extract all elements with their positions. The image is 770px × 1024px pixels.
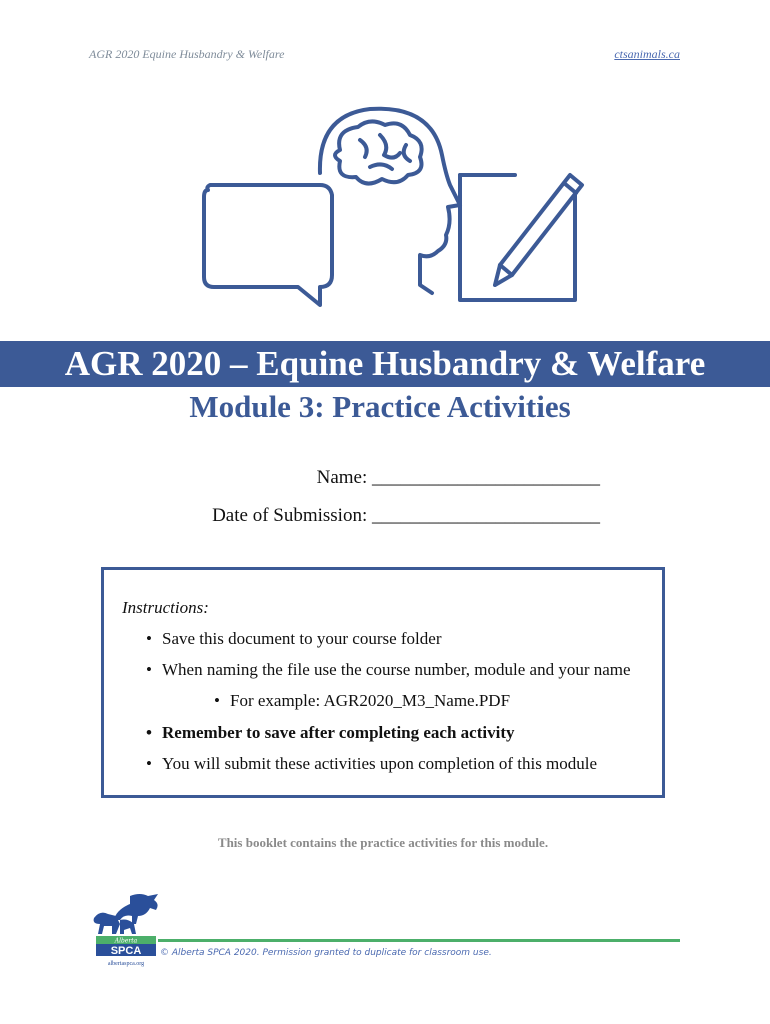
instruction-item: • You will submit these activities upon completion of this module: [162, 754, 597, 774]
header-website-link[interactable]: ctsanimals.ca: [614, 47, 680, 61]
instructions-box: [101, 567, 665, 798]
instruction-item: • Save this document to your course folder: [162, 629, 442, 649]
page-title: AGR 2020 – Equine Husbandry & Welfare: [64, 344, 706, 383]
booklet-note: This booklet contains the practice activities for this module.: [217, 835, 549, 850]
module-subtitle: Module 3: Practice Activities: [189, 389, 571, 424]
learning-illustration-icon: [170, 95, 600, 320]
logo-url-text: albertaspca.org: [107, 961, 145, 967]
header-course-title: AGR 2020 Equine Husbandry & Welfare: [89, 47, 285, 61]
date-of-submission-field[interactable]: Date of Submission: ________________________: [212, 505, 600, 526]
name-field[interactable]: Name: ________________________: [316, 467, 600, 488]
instruction-item: • When naming the file use the course number, module and your name: [162, 660, 631, 680]
instruction-item-bold: • Remember to save after completing each activity: [162, 723, 514, 743]
footer-copyright: © Alberta SPCA 2020. Permission granted to duplicate for classroom use.: [160, 948, 492, 958]
alberta-spca-logo-icon: [90, 890, 162, 970]
instruction-sub-item: • For example: AGR2020_M3_Name.PDF: [230, 691, 510, 711]
logo-script-text: Alberta: [114, 937, 138, 945]
instructions-title: Instructions:: [122, 598, 209, 617]
footer-divider: [158, 939, 680, 942]
title-band: [0, 341, 770, 387]
logo-brand-text: SPCA: [110, 945, 142, 957]
